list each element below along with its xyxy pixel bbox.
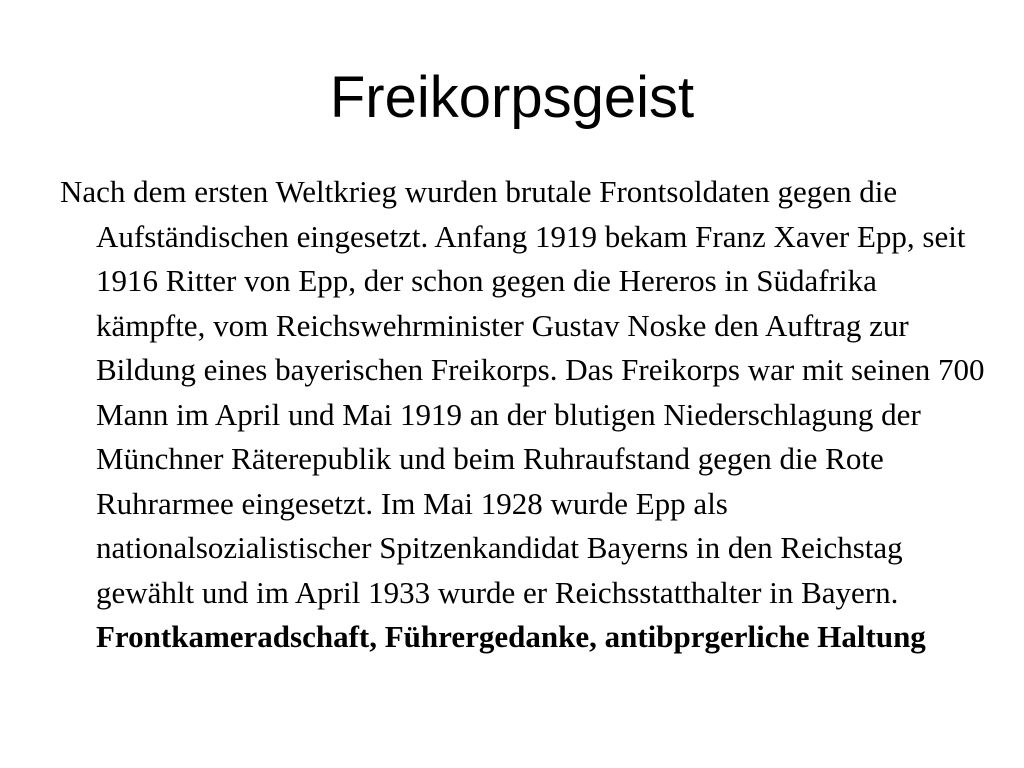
body-emphasis: Frontkameradschaft, Führergedanke, antibprgerliche Haltung bbox=[96, 619, 926, 654]
slide-title: Freikorpsgeist bbox=[329, 65, 695, 130]
body-text: Nach dem ersten Weltkrieg wurden brutale Frontsoldaten gegen die Aufständischen eingesetzt. Anfang 1919 bekam Franz Xaver Epp, seit 1916 Ritter von Epp, der schon gegen die Hereros in Südafrika kämpfte, vom Reichswehrminister Gustav Noske den Auftrag zur Bildung eines bayerischen Freikorps. Das Freikorps war mit seinen 700 Mann im April und Mai 1919 an der blutigen Niederschlagung der Münchner Räterepublik und beim Ruhraufstand gegen die Rote Ruhrarmee eingesetzt. Im Mai 1928 wurde Epp als nationalsozialistischer Spitzenkandidat Bayerns in den Reichstag gewählt und im April 1933 wurde er Reichsstatthalter in Bayern. bbox=[60, 174, 985, 610]
slide-body bbox=[60, 170, 990, 660]
body-paragraph bbox=[60, 170, 990, 660]
